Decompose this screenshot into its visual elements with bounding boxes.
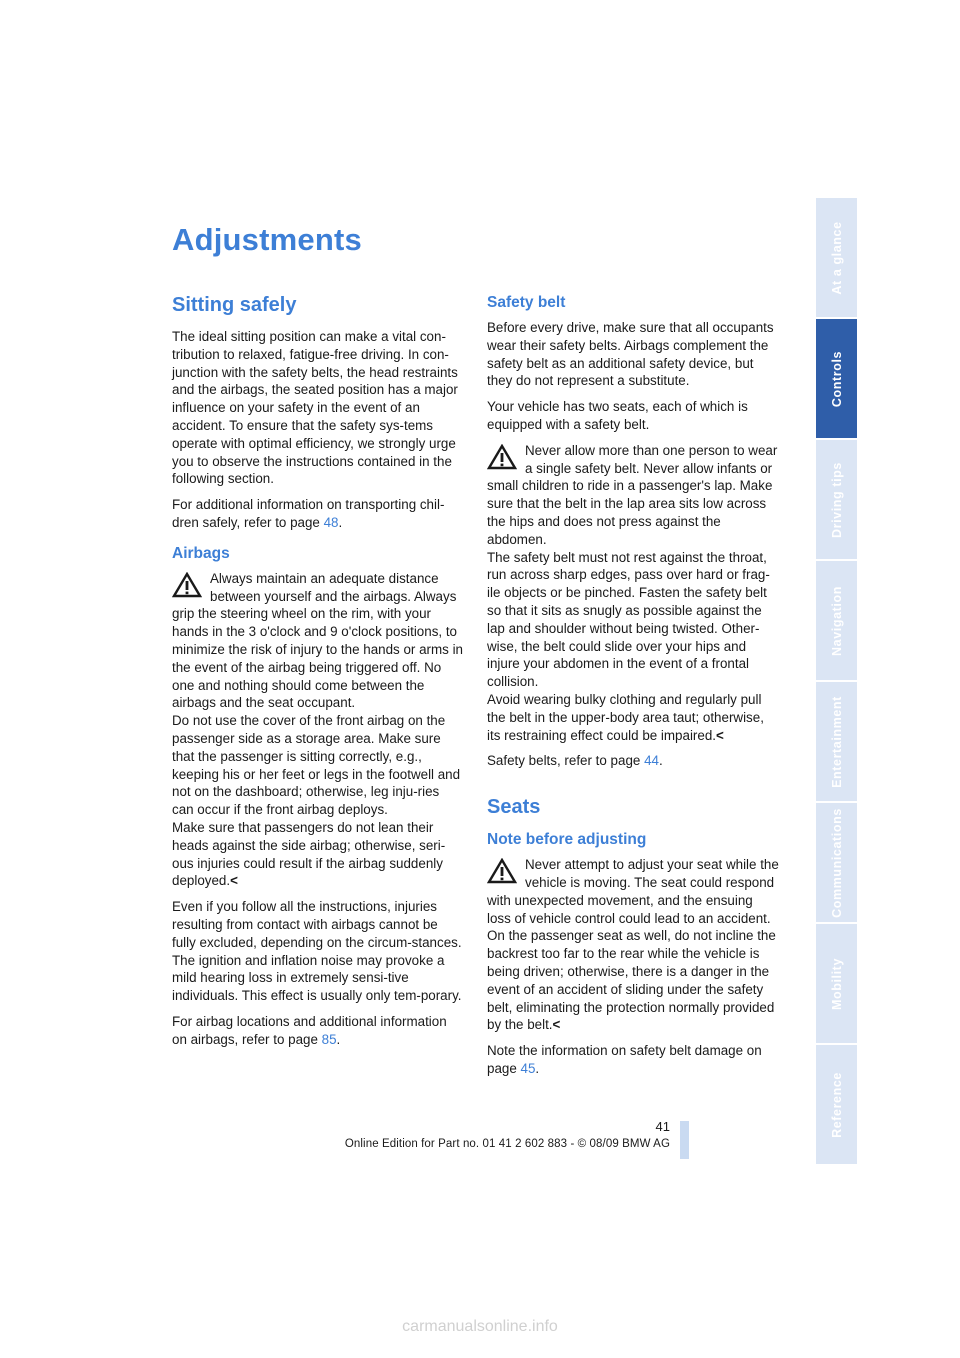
paragraph-text: For additional information on transporting chil-dren safely, refer to page [172,497,445,530]
page-link-48[interactable]: 48 [323,514,339,530]
warning-triangle-icon [172,572,202,598]
tab-controls[interactable] [816,319,857,438]
tab-communications[interactable] [816,803,857,922]
end-mark: < [230,873,238,889]
spacer [487,770,779,794]
punct: . [338,514,343,530]
page-link-85[interactable]: 85 [321,1031,337,1047]
page-marker-bar [680,1121,689,1159]
tab-mobility[interactable] [816,924,857,1043]
punct: . [535,1060,540,1076]
warning-text: Never attempt to adjust your seat while the vehicle is moving. The seat could respond with unexpected movement, and the ensuing loss of vehicle control could lead to an accident. [487,857,779,926]
paragraph-belt-damage-ref [487,1042,779,1078]
punct: . [658,753,663,769]
page-link-44[interactable]: 44 [644,753,659,769]
tab-label: Mobility [829,957,844,1010]
end-mark: < [552,1017,561,1033]
tab-label: Communications [829,807,844,918]
tab-label: At a glance [829,220,844,295]
paragraph-text: For airbag locations and additional information on airbags, refer to page [172,1013,447,1047]
subheading-note-before-adjusting: Note before adjusting [487,831,647,849]
footer-edition: Online Edition for Part no. 01 41 2 602 883 - © 08/09 BMW AG [344,1138,670,1150]
paragraph-text: Note the information on safety belt damage on page [487,1043,762,1076]
paragraph-children-ref [172,496,464,532]
page-link-45[interactable]: 45 [520,1060,536,1076]
warning-text-content: On the passenger seat as well, do not incline the backrest too far to the rear while the vehicle is being driven; otherwise, there is a danger in the event of an accident of sliding under the safety belt, eliminating the protection normally provided by the belt. [487,928,776,1033]
warning-text: Never allow more than one person to wear a single safety belt. Never allow infants or small children to ride in a passenger's lap. Make sure that the belt in the lap area sits low across the hips and does not press against the abdomen. [487,442,778,547]
left-column [172,292,464,1048]
paragraph-airbag-ref [172,1013,464,1049]
punct: . [336,1031,341,1047]
paragraph-belt-ref [487,752,779,770]
paragraph: The ideal sitting position can make a vital con-tribution to relaxed, fatigue-free driving. In con-junction with the safety belts, the head restraints and the airbags, the seated position has a major influence on your safety in the event of an accident. To ensure that the safety sys-tems operate with optimal efficiency, we strongly urge you to observe the instructions contained in the following section. [172,329,458,487]
spacer [172,532,464,544]
tab-reference[interactable] [816,1045,857,1164]
tab-label: Navigation [829,585,844,656]
tab-label: Reference [829,1071,844,1138]
warning-text [487,927,779,1034]
page-title: Adjustments [172,222,362,257]
paragraph: Even if you follow all the instructions, injuries resulting from contact with airbags cannot be fully excluded, depending on the circum-stances. The ignition and inflation noise may provoke a mild hearing loss in extremely sensi-tive individuals. This effect is usually only tem-porary. [172,899,462,1004]
section-heading-sitting-safely: Sitting safely [172,294,297,316]
page-number: 41 [655,1119,670,1134]
tab-label: Driving tips [829,461,844,538]
tab-label: Entertainment [829,695,844,788]
warning-text: Do not use the cover of the front airbag on the passenger side as a storage area. Make sure that the passenger is sitting correctly, e.g., keeping his or her feet or legs in the footwell and not on the dashboard; otherwise, leg inju-ries can occur if the front airbag deploys. [172,713,461,818]
warning-text [172,819,464,890]
subheading-safety-belt: Safety belt [487,294,566,311]
paragraph-text: Safety belts, refer to page [487,753,645,769]
paragraph: Your vehicle has two seats, each of which is equipped with a safety belt. [487,399,748,432]
warning-text-content: Avoid wearing bulky clothing and regularly pull the belt in the upper-body area taut; otherwise, its restraining effect could be impaired. [487,691,764,743]
tab-navigation[interactable] [816,561,857,680]
warning-triangle-icon [487,444,517,470]
tab-driving-tips[interactable] [816,440,857,559]
warning-text: The safety belt must not rest against the throat, run across sharp edges, pass over hard or frag-ile objects or be pinched. Fasten the safety belt so that it sits as snugly as possible against the lap and shoulder without being twisted. Other-wise, the belt could slide over your hips and injure your abdomen in the event of a frontal collision. [487,549,770,690]
tab-at-a-glance[interactable] [816,198,857,317]
warning-triangle-icon [487,858,517,884]
warning-block-seat [487,856,779,1034]
warning-block-airbags [172,570,464,890]
warning-block-belt [487,442,779,745]
section-heading-seats: Seats [487,796,541,819]
warning-text [487,691,779,744]
warning-text: Always maintain an adequate distance between yourself and the airbags. Always grip the steering wheel on the rim, with your hands in the 3 o'clock and 9 o'clock positions, to minimize the risk of injury to the hands or arms in the event of the airbag being triggered off. No one and nothing should come between the airbags and the seat occupant. [172,570,463,711]
watermark: carmanualsonline.info [402,1318,558,1335]
right-column [487,293,779,1078]
subheading-airbags: Airbags [172,544,230,562]
end-mark: < [716,727,724,743]
chapter-tabs [816,198,857,1166]
tab-label: Controls [829,350,844,407]
warning-text-content: Make sure that passengers do not lean their heads against the side airbag; otherwise, seri-ous injuries could result if the airbag suddenly deployed. [172,819,446,889]
paragraph: Before every drive, make sure that all occupants wear their safety belts. Airbags complement the safety belt as an additional safety device, but they do not represent a substitute. [487,320,774,389]
tab-entertainment[interactable] [816,682,857,801]
